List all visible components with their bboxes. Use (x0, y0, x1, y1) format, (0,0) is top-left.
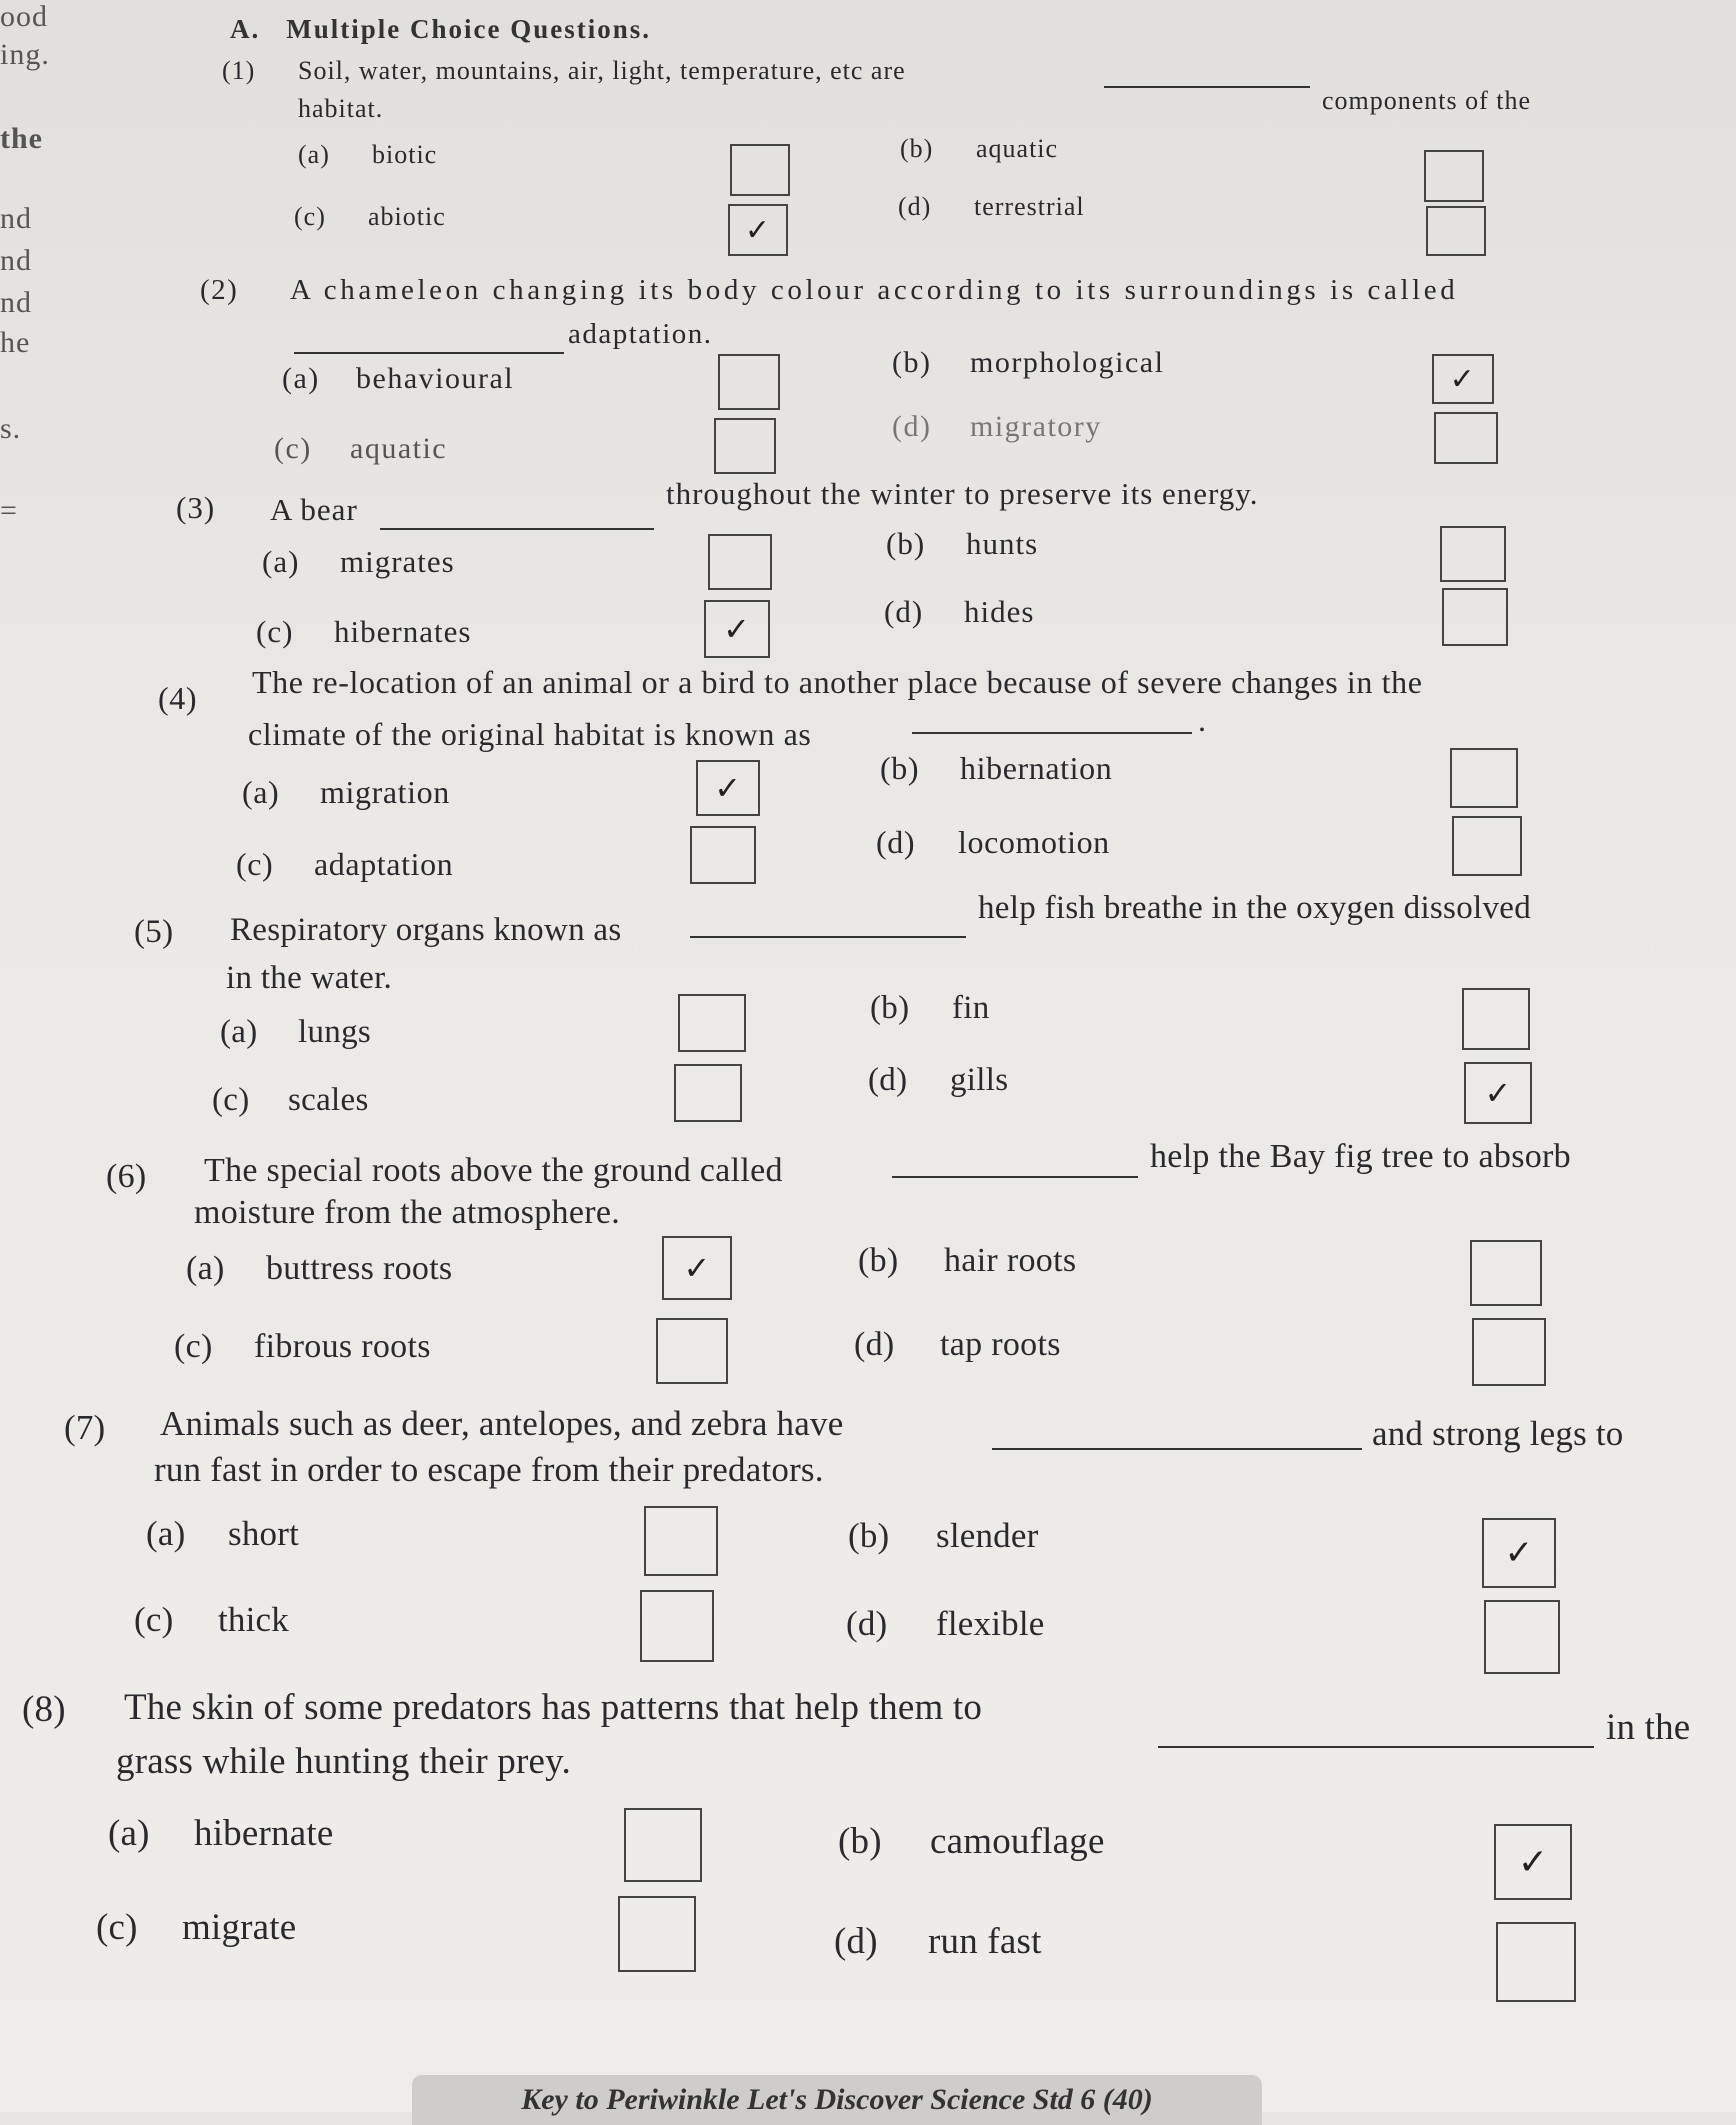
option-b: (b) morphological (892, 346, 1165, 379)
option-d: (d) migratory (892, 410, 1102, 443)
option-c: (c) scales (212, 1082, 369, 1118)
question-number: (5) (134, 914, 174, 950)
question-text: The re-location of an animal or a bird to another place because of severe changes in the (252, 664, 1423, 700)
question-text: and strong legs to (1372, 1414, 1624, 1453)
answer-checkbox[interactable]: ✓ (1432, 354, 1494, 404)
question-number: (4) (158, 680, 198, 716)
option-d: (d) locomotion (876, 824, 1110, 860)
margin-fragment: he (0, 326, 31, 359)
option-a: (a) migrates (262, 544, 455, 579)
question-text: help the Bay fig tree to absorb (1150, 1138, 1571, 1175)
margin-fragment: ood (0, 0, 48, 33)
option-b: (b) slender (848, 1516, 1039, 1555)
question-text: . (1198, 702, 1207, 738)
option-c: (c) fibrous roots (174, 1328, 431, 1365)
option-c: (c) thick (134, 1600, 289, 1639)
answer-checkbox[interactable]: ✓ (1494, 1824, 1572, 1900)
question-text: Respiratory organs known as (230, 912, 622, 948)
option-a: (a) behavioural (282, 362, 515, 395)
option-b: (b) camouflage (838, 1821, 1105, 1862)
question-text: grass while hunting their prey. (116, 1741, 571, 1782)
question-text: run fast in order to escape from their predators. (154, 1450, 824, 1489)
option-c: (c) migrate (96, 1907, 297, 1948)
question-text: help fish breathe in the oxygen dissolved (978, 890, 1532, 926)
margin-fragment: nd (0, 202, 32, 235)
answer-checkbox[interactable]: ✓ (728, 204, 788, 256)
margin-fragment: nd (0, 286, 32, 319)
question-text: in the water. (226, 960, 393, 996)
question-number: (7) (64, 1408, 106, 1447)
option-a: (a) biotic (298, 140, 438, 169)
question-text: Soil, water, mountains, air, light, temperature, etc are (298, 56, 906, 85)
answer-checkbox[interactable]: ✓ (1464, 1062, 1532, 1124)
question-text: A chameleon changing its body colour according to its surroundings is called (290, 274, 1459, 306)
option-d: (d) tap roots (854, 1326, 1061, 1363)
option-c: (c) hibernates (256, 614, 472, 649)
option-a: (a) migration (242, 774, 450, 810)
option-c: (c) abiotic (294, 202, 446, 231)
answer-checkbox[interactable]: ✓ (1482, 1518, 1556, 1588)
option-b: (b) hibernation (880, 750, 1113, 786)
question-text: components of the (1322, 86, 1532, 115)
question-number: (2) (200, 274, 239, 306)
option-d: (d) terrestrial (898, 192, 1085, 221)
question-text: moisture from the atmosphere. (194, 1194, 621, 1231)
question-text: in the (1606, 1707, 1691, 1748)
option-a: (a) lungs (220, 1014, 372, 1050)
option-d: (d) hides (884, 594, 1035, 629)
option-d: (d) gills (868, 1062, 1009, 1098)
option-c: (c) aquatic (274, 432, 448, 465)
answer-checkbox[interactable]: ✓ (696, 760, 760, 816)
answer-checkbox[interactable]: ✓ (662, 1236, 732, 1300)
answer-checkbox[interactable] (1496, 1922, 1576, 2002)
question-number: (3) (176, 490, 216, 525)
option-c: (c) adaptation (236, 846, 454, 882)
question-number: (8) (22, 1689, 66, 1730)
option-d: (d) flexible (846, 1604, 1045, 1643)
option-a: (a) buttress roots (186, 1250, 453, 1287)
margin-fragment: ing. (0, 38, 50, 71)
question-text: The special roots above the ground called (204, 1152, 783, 1189)
question-text: habitat. (298, 94, 384, 123)
section-title: Multiple Choice Questions. (286, 14, 652, 44)
margin-fragment: the (0, 122, 43, 155)
question-text: throughout the winter to preserve its energy. (666, 476, 1259, 511)
answer-checkbox[interactable]: ✓ (704, 600, 770, 658)
section-letter: A. (230, 14, 261, 44)
question-text: Animals such as deer, antelopes, and zebra have (160, 1404, 844, 1443)
option-b: (b) fin (870, 990, 990, 1026)
question-text: climate of the original habitat is known as (248, 716, 812, 752)
margin-fragment: s. (0, 412, 22, 445)
option-b: (b) hunts (886, 526, 1039, 561)
question-number: (6) (106, 1158, 147, 1195)
option-a: (a) hibernate (108, 1813, 334, 1854)
answer-checkbox[interactable] (624, 1808, 702, 1882)
question-text: adaptation. (568, 318, 713, 350)
answer-checkbox[interactable] (618, 1896, 696, 1972)
question-number: (1) (222, 56, 256, 85)
margin-fragment: nd (0, 244, 32, 277)
page-footer: Key to Periwinkle Let's Discover Science Std 6 (40) (412, 2075, 1262, 2125)
option-d: (d) run fast (834, 1921, 1042, 1962)
option-b: (b) aquatic (900, 134, 1059, 163)
question-text: A bear (270, 492, 358, 527)
option-a: (a) short (146, 1514, 299, 1553)
question-text: The skin of some predators has patterns that help them to (124, 1687, 983, 1728)
option-b: (b) hair roots (858, 1242, 1077, 1279)
answer-blank (1158, 1746, 1594, 1748)
margin-fragment: = (0, 494, 18, 527)
